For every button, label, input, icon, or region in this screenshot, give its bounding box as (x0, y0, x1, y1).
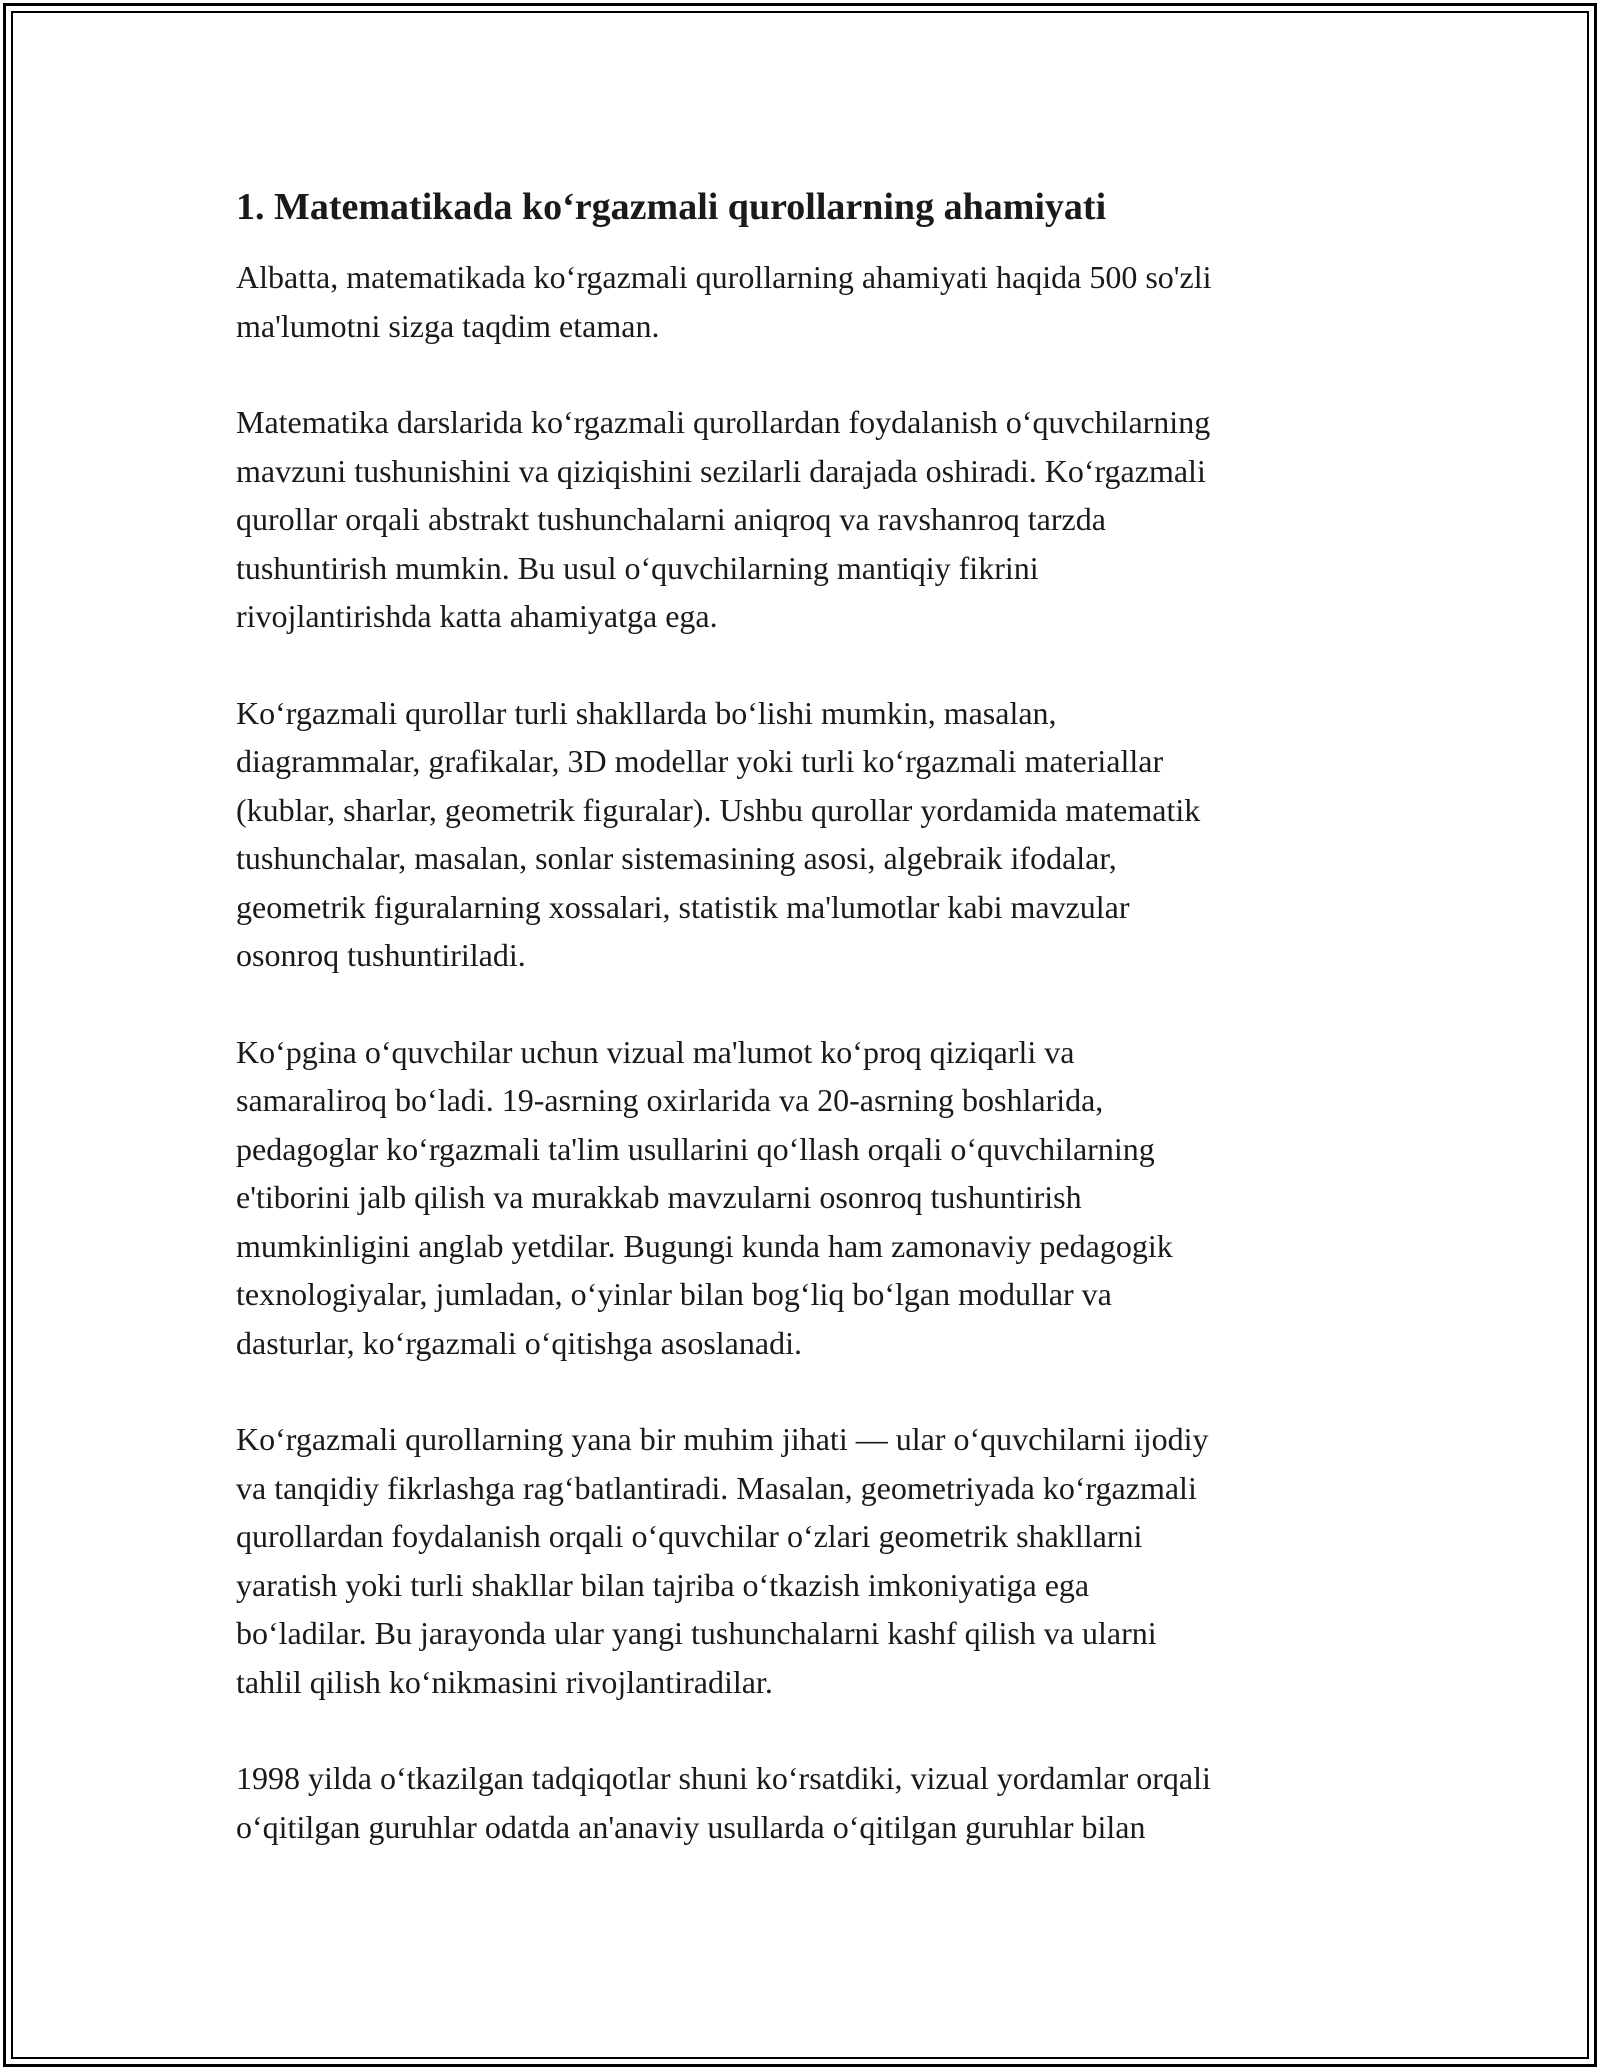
document-title: 1. Matematikada ko‘rgazmali qurollarning ahamiyati (236, 186, 1107, 228)
paragraph-1: Albatta, matematikada ko‘rgazmali qurollarning ahamiyati haqida 500 so'zli ma'lumotni sizga taqdim etaman. (236, 259, 1212, 344)
paragraph-4: Ko‘pgina o‘quvchilar uchun vizual ma'lumot ko‘proq qiziqarli va samaraliroq bo‘ladi. 19-asrning oxirlarida va 20-asrning boshlarida, pedagoglar ko‘rgazmali ta'lim usullarini qo‘llash orqali o‘quvchilarning e'tiborini jalb qilish va murakkab mavzularni osonroq tushuntirish mumkinligini anglab yetdilar. Bugungi kunda ham zamonaviy pedagogik texnologiyalar, jumladan, o‘yinlar bilan bog‘liq bo‘lgan modullar va dasturlar, ko‘rgazmali o‘qitishga asoslanadi. (236, 1033, 1173, 1361)
paragraph-3: Ko‘rgazmali qurollar turli shakllarda bo‘lishi mumkin, masalan, diagrammalar, grafikalar, 3D modellar yoki turli ko‘rgazmali materiallar (kublar, sharlar, geometrik figuralar). Ushbu qurollar yordamida matematik tushunchalar, masalan, sonlar sistemasining asosi, algebraik ifodalar, geometrik figuralarning xossalari, statistik ma'lumotlar kabi mavzular osonroq tushuntiriladi. (236, 694, 1201, 973)
document-body (236, 183, 1386, 1899)
paragraph-5: Ko‘rgazmali qurollarning yana bir muhim jihati — ular o‘quvchilarni ijodiy va tanqidiy fikrlashga rag‘batlantiradi. Masalan, geometriyada ko‘rgazmali qurollardan foydalanish orqali o‘quvchilar o‘zlari geometrik shakllarni yaratish yoki turli shakllar bilan tajriba o‘tkazish imkoniyatiga ega bo‘ladilar. Bu jarayonda ular yangi tushunchalarni kashf qilish va ularni tahlil qilish ko‘nikmasini rivojlantiradilar. (236, 1421, 1209, 1700)
paragraph-6: 1998 yilda o‘tkazilgan tadqiqotlar shuni ko‘rsatdiki, vizual yordamlar orqali o‘qitilgan guruhlar odatda an'anaviy usullarda o‘qitilgan guruhlar bilan (236, 1760, 1211, 1845)
paragraph-2: Matematika darslarida ko‘rgazmali qurollardan foydalanish o‘quvchilarning mavzuni tushunishini va qiziqishini sezilarli darajada oshiradi. Ko‘rgazmali qurollar orqali abstrakt tushunchalarni aniqroq va ravshanroq tarzda tushuntirish mumkin. Bu usul o‘quvchilarning mantiqiy fikrini rivojlantirishda katta ahamiyatga ega. (236, 404, 1211, 634)
